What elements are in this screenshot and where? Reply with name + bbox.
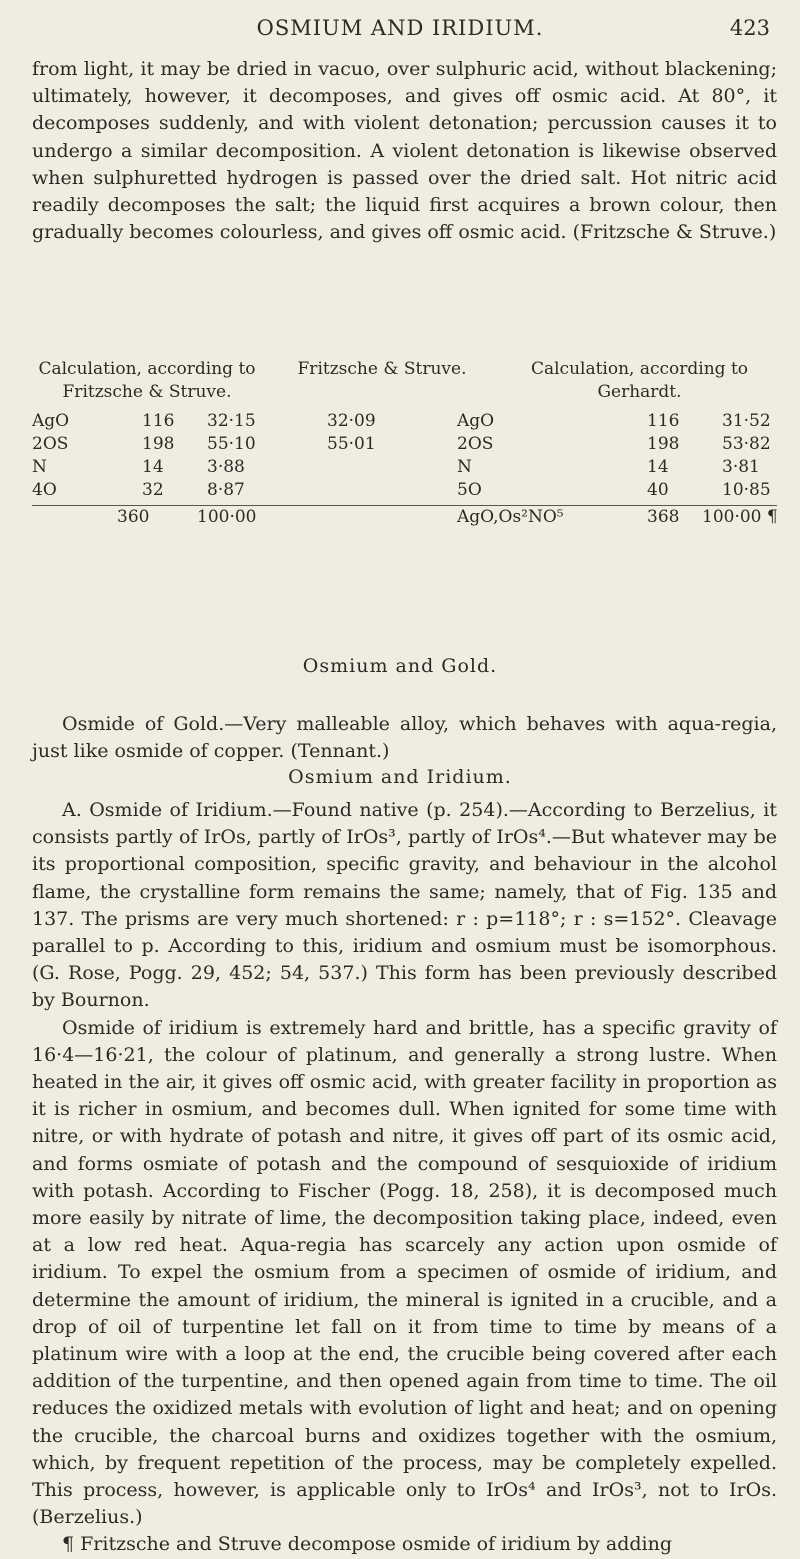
cell-formula: AgO,Os²NO⁵	[457, 507, 564, 527]
table-header-calc-gerhardt: Calculation, according to Gerhardt.	[530, 359, 749, 402]
cell-label: 4O	[32, 480, 57, 500]
table-body	[32, 410, 777, 529]
intro-paragraph	[32, 56, 777, 246]
cell-pct: 31·52	[722, 411, 771, 431]
section-title-osmium-iridium: Osmium and Iridium.	[288, 766, 512, 788]
cell-pct: 100·00 ¶	[702, 507, 778, 527]
cell-num: 198	[647, 434, 680, 454]
table-total-row	[32, 506, 777, 529]
table-row	[32, 456, 777, 479]
osmide-of-iridium-body	[32, 797, 777, 1559]
cell-label: 5O	[457, 480, 482, 500]
cell-label: N	[32, 457, 47, 477]
table-header-found: Fritzsche & Struve.	[297, 359, 467, 379]
cell-pct: 10·85	[722, 480, 771, 500]
cell-found: 55·01	[327, 434, 376, 454]
cell-pct: 32·15	[207, 411, 256, 431]
table-col-found	[282, 358, 482, 404]
table-header-calc-fritzsche: Calculation, according to Fritzsche & Struve.	[38, 359, 256, 402]
running-head: OSMIUM AND IRIDIUM.	[256, 16, 544, 40]
cell-pct: 8·87	[207, 480, 245, 500]
cell-pct: 3·88	[207, 457, 245, 477]
cell-num: 14	[647, 457, 669, 477]
page-header	[0, 16, 800, 46]
cell-num: 32	[142, 480, 164, 500]
table-row	[32, 433, 777, 456]
paragraph-b: Osmide of iridium is extremely hard and brittle, has a specific gravity of 16·4—16·21, the colour of platinum, and generally a strong lustre. When heated in the air, it gives off osmic acid, with greater facility in proportion as it is richer in osmium, and becomes dull. When ignited for some time with nitre, or with hydrate of potash and nitre, it gives off part of its osmic acid, and forms osmiate of potash and the compound of sesquioxide of iridium with potash. According to Fischer (Pogg. 18, 258), it is decomposed much more easily by nitrate of lime, the decomposition taking place, indeed, even at a low red heat. Aqua-regia has scarcely any action upon osmide of iridium. To expel the osmium from a specimen of osmide of iridium, and determine the amount of iridium, the mineral is ignited in a crucible, and a drop of oil of turpentine let fall on it from time to time by means of a platinum wire with a loop at the end, the crucible being covered after each addition of the turpentine, and then opened again from time to time. The oil reduces the oxidized metals with evolution of light and heat; and on opening the crucible, the charcoal burns and oxidizes together with the osmium, which, by frequent repetition of the process, may be completely expelled. This process, however, is applicable only to IrOs⁴ and IrOs³, not to IrOs. (Berzelius.)	[32, 1016, 777, 1529]
page-number: 423	[729, 16, 770, 40]
cell-num: 40	[647, 480, 669, 500]
table-col-calc-gerhardt	[502, 358, 777, 404]
paragraph-c: ¶ Fritzsche and Struve decompose osmide of iridium by adding	[62, 1533, 672, 1556]
table-col-calc-fritzsche	[32, 358, 262, 404]
cell-num: 116	[142, 411, 175, 431]
cell-label: AgO	[32, 411, 70, 431]
cell-pct: 100·00	[197, 507, 257, 527]
cell-num: 14	[142, 457, 164, 477]
table-row	[32, 410, 777, 433]
table-row	[32, 479, 777, 502]
cell-pct: 3·81	[722, 457, 760, 477]
cell-pct: 53·82	[722, 434, 771, 454]
cell-num: 368	[647, 507, 680, 527]
osmide-of-gold-text: Osmide of Gold.—Very malleable alloy, which behaves with aqua-regia, just like osmide of copper. (Tennant.)	[32, 713, 777, 763]
section-title-osmium-gold: Osmium and Gold.	[302, 655, 498, 677]
cell-label: 2OS	[32, 434, 69, 454]
intro-text: from light, it may be dried in vacuo, over sulphuric acid, without blackening; ultimately, however, it decomposes, and gives off osmic acid. At 80°, it decomposes suddenly, and with violent detonation; percussion causes it to undergo a similar decomposition. A violent detonation is likewise observed when sulphuretted hydrogen is passed over the dried salt. Hot nitric acid readily decomposes the salt; the liquid first acquires a brown colour, then gradually becomes colourless, and gives off osmic acid. (Fritzsche & Struve.)	[32, 58, 777, 244]
cell-label: AgO	[457, 411, 495, 431]
paragraph-a: A. Osmide of Iridium.—Found native (p. 254).—According to Berzelius, it consists partly of IrOs, partly of IrOs³, partly of IrOs⁴.—But whatever may be its proportional composition, specific gravity, and behaviour in the alcohol flame, the crystalline form remains the same; namely, that of Fig. 135 and 137. The prisms are very much shortened: r : p=118°; r : s=152°. Cleavage parallel to p. According to this, iridium and osmium must be isomorphous. (G. Rose, Pogg. 29, 452; 54, 537.) This form has been previously described by Bournon.	[32, 799, 777, 1012]
cell-found: 32·09	[327, 411, 376, 431]
cell-label: N	[457, 457, 472, 477]
cell-pct: 55·10	[207, 434, 256, 454]
cell-num: 198	[142, 434, 175, 454]
cell-label: 2OS	[457, 434, 494, 454]
cell-num: 360	[117, 507, 150, 527]
osmide-of-gold-paragraph	[32, 711, 777, 765]
cell-num: 116	[647, 411, 680, 431]
